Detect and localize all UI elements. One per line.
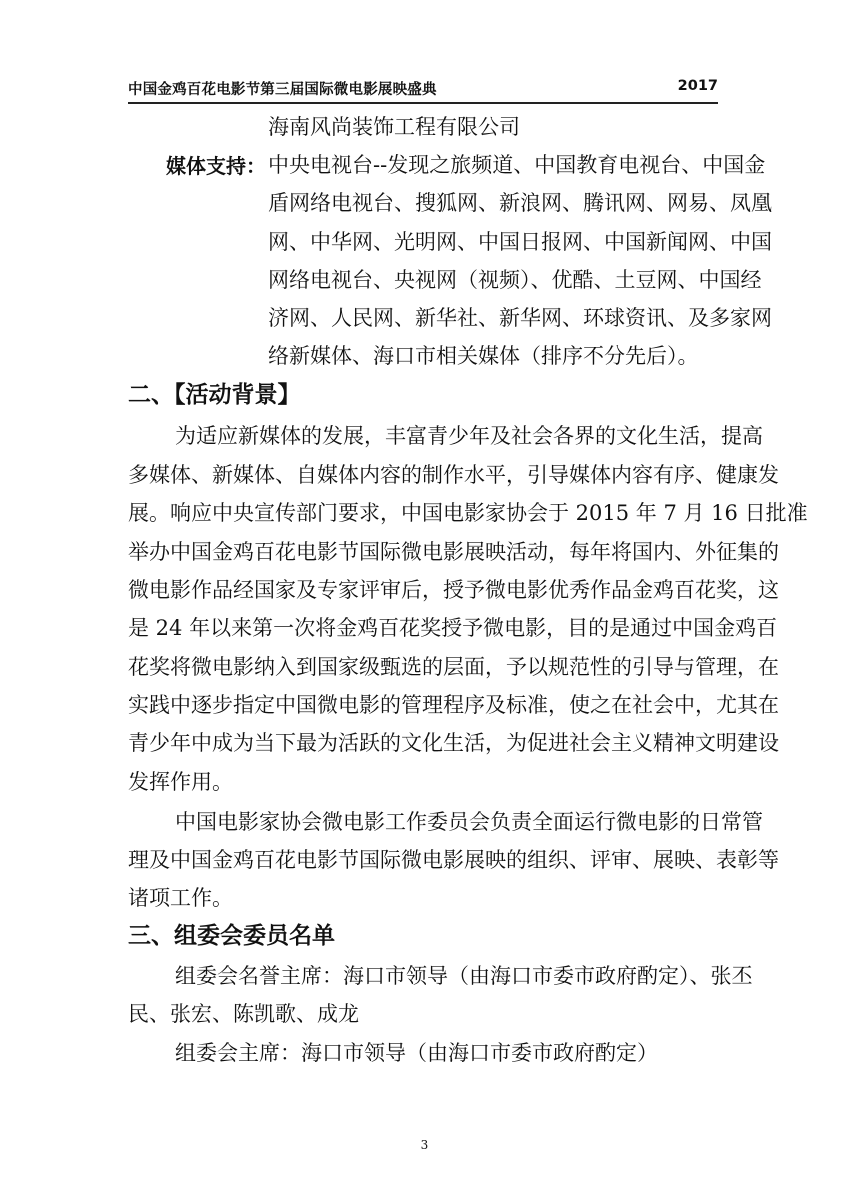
paragraph-line: 展。响应中央宣传部门要求，中国电影家协会于 2015 年 7 月 16 日批准 [128,501,808,525]
media-line: 网络电视台、央视网（视频）、优酷、土豆网、中国经 [268,268,762,292]
media-line: 中央电视台--发现之旅频道、中国教育电视台、中国金 [268,153,766,177]
paragraph-line: 是 24 年以来第一次将金鸡百花奖授予微电影，目的是通过中国金鸡百 [128,616,778,640]
paragraph-line: 花奖将微电影纳入到国家级甄选的层面，予以规范性的引导与管理，在 [128,655,779,679]
paragraph-line: 中国电影家协会微电影工作委员会负责全面运行微电影的日常管 [175,810,763,834]
section-heading-background: 二、【活动背景】 [128,382,301,408]
media-line: 网、中华网、光明网、中国日报网、中国新闻网、中国 [268,230,772,254]
header-title: 中国金鸡百花电影节第三届国际微电影展映盛典 [128,82,437,98]
paragraph-line: 微电影作品经国家及专家评审后，授予微电影优秀作品金鸡百花奖，这 [128,578,779,602]
paragraph-line: 举办中国金鸡百花电影节国际微电影展映活动，每年将国内、外征集的 [128,540,779,564]
paragraph-line: 理及中国金鸡百花电影节国际微电影展映的组织、评审、展映、表彰等 [128,848,779,872]
running-header [128,76,718,104]
committee-line: 组委会主席：海口市领导（由海口市委市政府酌定） [175,1041,658,1065]
paragraph-line: 多媒体、新媒体、自媒体内容的制作水平，引导媒体内容有序、健康发 [128,463,779,487]
paragraph-line: 诸项工作。 [128,886,233,910]
media-line: 济网、人民网、新华社、新华网、环球资讯、及多家网 [268,306,772,330]
sponsor-company: 海南风尚装饰工程有限公司 [268,115,520,139]
committee-line: 民、张宏、陈凯歌、成龙 [128,1002,359,1026]
media-line: 盾网络电视台、搜狐网、新浪网、腾讯网、网易、凤凰 [268,191,772,215]
media-line: 络新媒体、海口市相关媒体（排序不分先后）。 [268,344,699,368]
paragraph-line: 为适应新媒体的发展，丰富青少年及社会各界的文化生活，提高 [175,424,763,448]
paragraph-line: 实践中逐步指定中国微电影的管理程序及标准，使之在社会中，尤其在 [128,693,779,717]
section-heading-committee: 三、组委会委员名单 [128,923,335,949]
committee-line: 组委会名誉主席：海口市领导（由海口市委市政府酌定）、张丕 [175,964,753,988]
paragraph-line: 青少年中成为当下最为活跃的文化生活，为促进社会主义精神文明建设 [128,731,779,755]
paragraph-line: 发挥作用。 [128,770,233,794]
media-label: 媒体支持： [166,154,266,178]
header-year: 2017 [677,78,718,94]
page-number: 3 [420,1138,429,1152]
